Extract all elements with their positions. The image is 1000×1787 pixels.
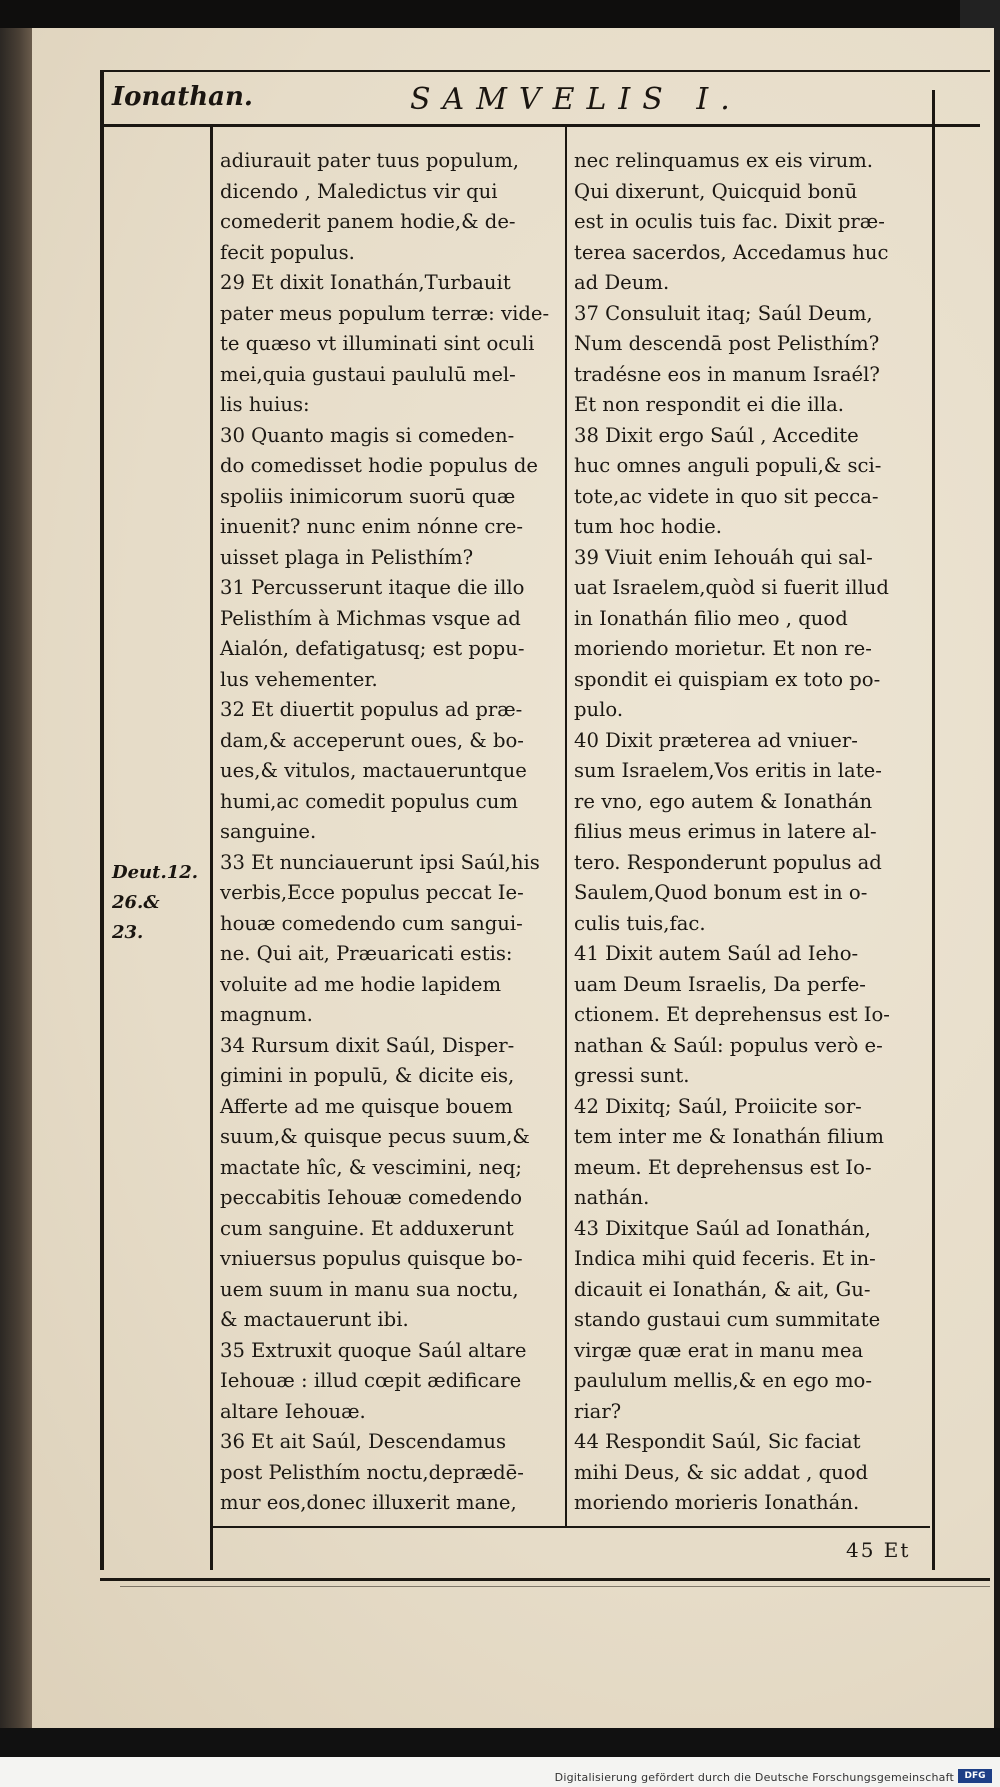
text-line: spondit ei quispiam ex toto po- [574, 667, 881, 691]
frame-rule-bottom [100, 1578, 990, 1581]
text-line: Saulem,Quod bonum est in o- [574, 881, 868, 904]
text-line: 37 Consuluit itaq; Saúl Deum, [574, 301, 873, 325]
text-column-left [220, 146, 562, 1519]
text-line: nathán. [574, 1186, 650, 1209]
text-line: Aialón, defatigatusq; est popu- [220, 637, 525, 660]
dfg-logo: DFG [958, 1769, 992, 1783]
margin-line: 23. [112, 922, 144, 943]
text-line: re vno, ego autem & Ionathán [574, 789, 873, 813]
text-line: dicendo , Maledictus vir qui [220, 179, 498, 203]
text-line: sum Israelem,Vos eritis in late- [574, 759, 882, 782]
text-line: 38 Dixit ergo Saúl , Accedite [574, 423, 859, 447]
text-line: te quæso vt illuminati sint oculi [220, 332, 535, 355]
text-line: 32 Et diuertit populus ad præ- [220, 698, 523, 721]
text-line: mactate hîc, & vescimini, neq; [220, 1155, 522, 1179]
text-line: gimini in populū, & dicite eis, [220, 1064, 515, 1087]
text-line: stando gustaui cum summitate [574, 1308, 881, 1331]
running-title: SAMVELIS I. [410, 82, 742, 117]
text-line: peccabitis Iehouæ comedendo [220, 1186, 523, 1209]
margin-reference [112, 858, 202, 948]
text-line: altare Iehouæ. [220, 1399, 366, 1423]
text-line: Pelisthím à Michmas vsque ad [220, 606, 521, 630]
text-line: 44 Respondit Saúl, Sic faciat [574, 1430, 861, 1453]
text-line: Qui dixerunt, Quicquid bonū [574, 179, 858, 203]
digitization-footer [0, 1757, 1000, 1787]
text-line: 39 Viuit enim Iehouáh qui sal- [574, 545, 873, 569]
text-line: culis tuis,fac. [574, 911, 706, 935]
text-line: 31 Percusserunt itaque die illo [220, 576, 525, 599]
text-line: meum. Et deprehensus est Io- [574, 1155, 872, 1179]
text-line: nathan & Saúl: populus verò e- [574, 1033, 883, 1057]
text-line: verbis,Ecce populus peccat Ie- [220, 881, 524, 904]
text-line: paululum mellis,& en ego mo- [574, 1369, 872, 1392]
margin-line: 26.& [112, 892, 160, 913]
text-line: mei,quia gustaui paululū mel- [220, 362, 516, 386]
text-line: Num descendā post Pelisthím? [574, 332, 880, 355]
text-line: tote,ac videte in quo sit pecca- [574, 484, 879, 508]
text-line: mihi Deus, & sic addat , quod [574, 1460, 869, 1484]
funding-credit: Digitalisierung gefördert durch die Deutsche Forschungsgemeinschaft [554, 1771, 954, 1784]
text-line: riar? [574, 1399, 622, 1423]
text-line: sanguine. [220, 820, 317, 843]
text-line: tradésne eos in manum Israél? [574, 362, 880, 386]
text-line: 41 Dixit autem Saúl ad Ieho- [574, 942, 859, 965]
text-line: 42 Dixitq; Saúl, Proiicite sor- [574, 1094, 862, 1118]
column-divider-rule [565, 127, 567, 1527]
text-line: ctionem. Et deprehensus est Io- [574, 1003, 890, 1026]
text-line: nec relinquamus ex eis virum. [574, 149, 874, 172]
text-line: ne. Qui ait, Præuaricati estis: [220, 942, 513, 965]
text-line: ad Deum. [574, 271, 670, 294]
text-line: uem suum in manu sua noctu, [220, 1277, 519, 1301]
text-line: dam,& acceperunt oues, & bo- [220, 728, 524, 752]
text-line: adiurauit pater tuus populum, [220, 149, 520, 172]
running-head-left: Ionathan. [112, 82, 253, 112]
text-line: 29 Et dixit Ionathán,Turbauit [220, 271, 511, 294]
text-line: lus vehementer. [220, 667, 378, 691]
text-line: vniuersus populus quisque bo- [220, 1247, 523, 1270]
text-line: gressi sunt. [574, 1064, 690, 1087]
frame-rule-right [932, 90, 935, 1570]
text-line: 30 Quanto magis si comeden- [220, 423, 515, 447]
text-line: dicauit ei Ionathán, & ait, Gu- [574, 1277, 871, 1301]
text-line: tum hoc hodie. [574, 515, 722, 538]
scan-bottom-band [0, 1728, 1000, 1757]
text-line: pater meus populum terræ: vide- [220, 301, 550, 325]
text-line: uam Deum Israelis, Da perfe- [574, 972, 866, 996]
text-line: & mactauerunt ibi. [220, 1308, 409, 1331]
frame-rule-left [100, 70, 104, 1570]
text-line: lis huius: [220, 393, 310, 416]
text-line: 36 Et ait Saúl, Descendamus [220, 1430, 507, 1453]
frame-rule-top [100, 70, 990, 72]
text-line: ues,& vitulos, mactaueruntque [220, 759, 527, 782]
text-line: cum sanguine. Et adduxerunt [220, 1216, 514, 1240]
text-line: 40 Dixit præterea ad vniuer- [574, 728, 858, 752]
margin-line: Deut.12. [112, 862, 199, 883]
text-line: suum,& quisque pecus suum,& [220, 1125, 530, 1148]
scan-top-band [0, 0, 1000, 28]
text-line: filius meus erimus in latere al- [574, 820, 877, 843]
text-line: huc omnes anguli populi,& sci- [574, 454, 882, 477]
text-line: in Ionathán filio meo , quod [574, 606, 848, 630]
margin-column-rule [210, 127, 213, 1570]
text-line: Afferte ad me quisque bouem [220, 1094, 513, 1118]
text-line: comederit panem hodie,& de- [220, 210, 516, 233]
text-line: est in oculis tuis fac. Dixit præ- [574, 210, 885, 233]
text-line: houæ comedendo cum sangui- [220, 911, 523, 935]
catchword: 45 Et [846, 1538, 911, 1562]
text-line: do comedisset hodie populus de [220, 454, 538, 477]
text-line: uisset plaga in Pelisthím? [220, 545, 474, 569]
text-line: moriendo morietur. Et non re- [574, 637, 872, 660]
text-line: Et non respondit ei die illa. [574, 393, 844, 416]
text-line: 33 Et nunciauerunt ipsi Saúl,his [220, 850, 540, 874]
text-line: humi,ac comedit populus cum [220, 789, 518, 813]
text-line: spoliis inimicorum suorū quæ [220, 484, 516, 508]
text-line: mur eos,donec illuxerit mane, [220, 1491, 517, 1514]
text-line: uat Israelem,quòd si fuerit illud [574, 576, 889, 599]
text-block-bottom-rule [210, 1526, 930, 1528]
text-column-right [574, 146, 930, 1519]
text-line: moriendo morieris Ionathán. [574, 1491, 860, 1514]
book-binding-edge [0, 28, 32, 1728]
text-line: 34 Rursum dixit Saúl, Disper- [220, 1033, 515, 1057]
text-line: tem inter me & Ionathán filium [574, 1125, 884, 1148]
text-line: inuenit? nunc enim nónne cre- [220, 515, 523, 538]
text-line: virgæ quæ erat in manu mea [574, 1338, 864, 1362]
text-line: magnum. [220, 1003, 313, 1026]
text-line: post Pelisthím noctu,deprædē- [220, 1460, 524, 1484]
text-line: Indica mihi quid feceris. Et in- [574, 1247, 876, 1270]
text-line: voluite ad me hodie lapidem [220, 972, 502, 996]
text-line: pulo. [574, 698, 624, 721]
text-line: 43 Dixitque Saúl ad Ionathán, [574, 1216, 871, 1240]
text-line: terea sacerdos, Accedamus huc [574, 240, 889, 264]
text-line: 35 Extruxit quoque Saúl altare [220, 1338, 527, 1362]
text-line: tero. Responderunt populus ad [574, 850, 882, 874]
header-rule [100, 124, 980, 127]
frame-rule-bottom-inner [120, 1586, 990, 1587]
text-line: Iehouæ : illud cœpit ædificare [220, 1369, 522, 1392]
text-line: fecit populus. [220, 240, 355, 264]
